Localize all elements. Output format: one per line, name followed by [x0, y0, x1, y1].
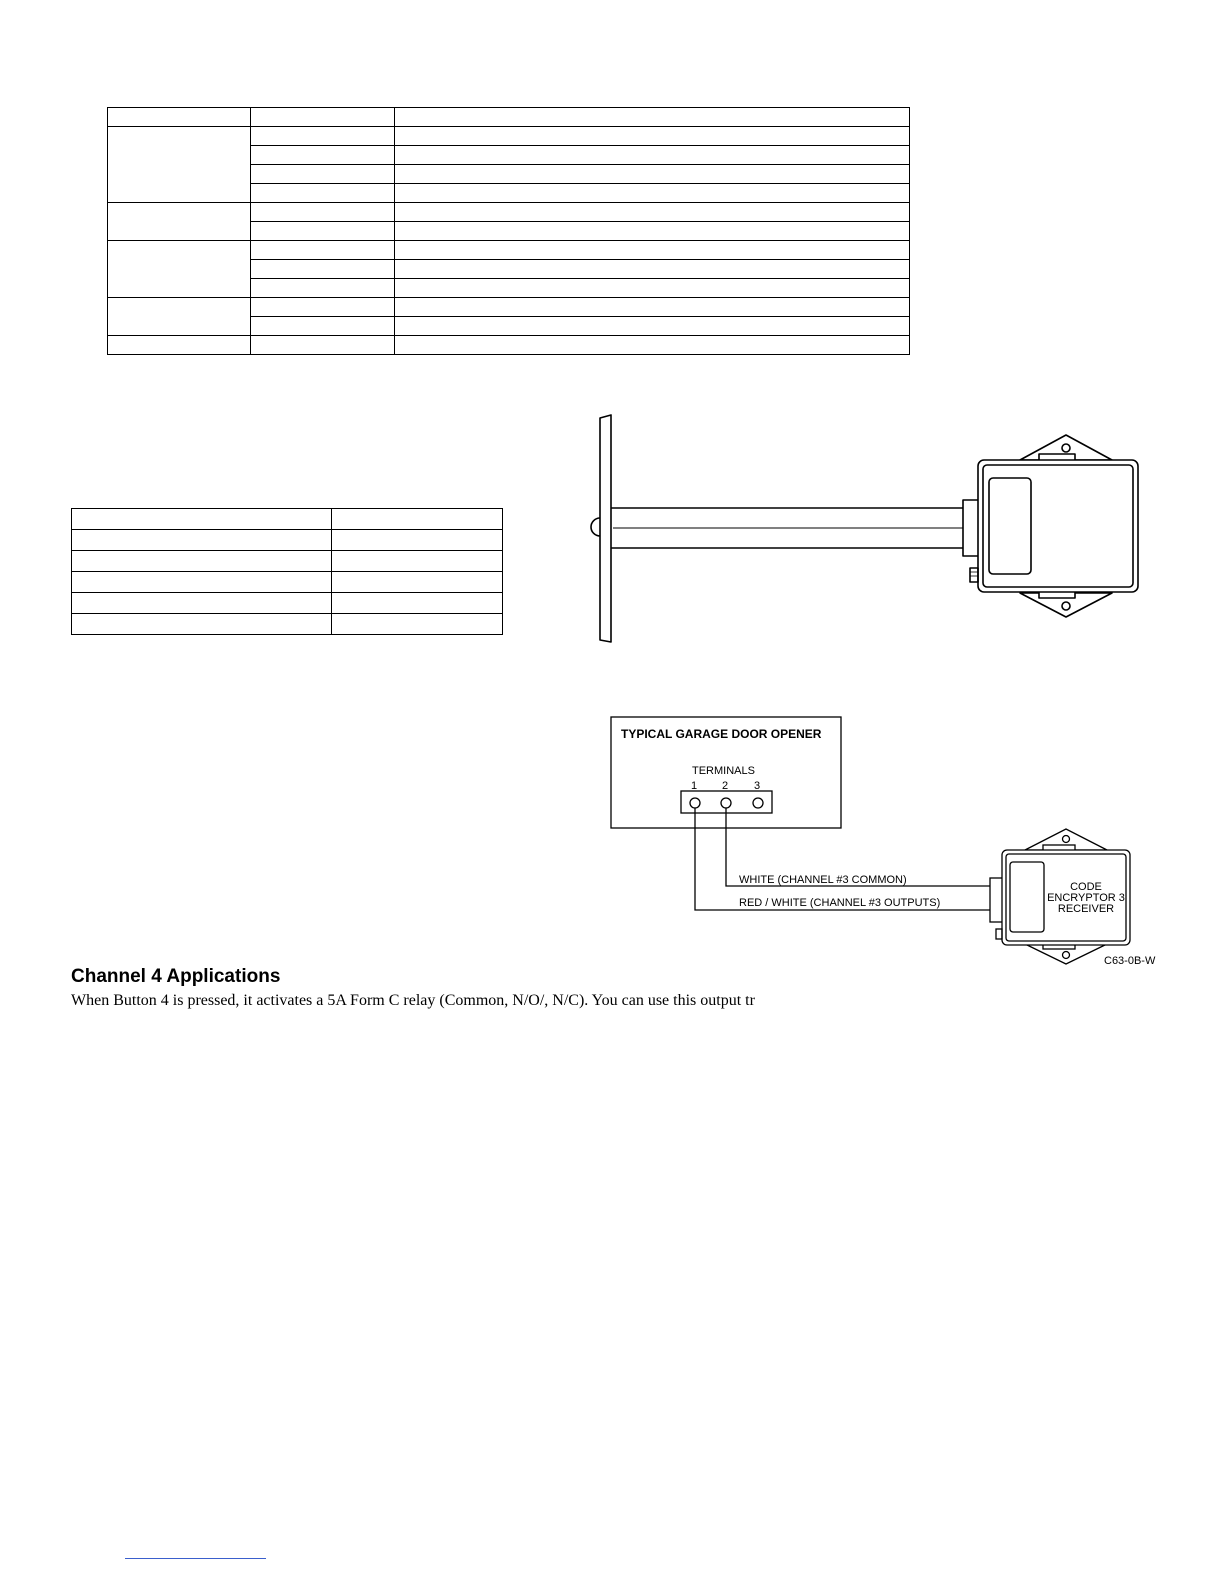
receiver-label-line-3: RECEIVER — [1057, 903, 1115, 915]
garage-door-wiring-diagram — [600, 705, 1156, 970]
terminal-number-3: 3 — [754, 780, 761, 792]
table-row — [108, 298, 910, 317]
body-paragraph: When Button 4 is pressed, it activates a 5A Form C relay (Common, N/O/, N/C). You can use this output tr — [71, 992, 755, 1009]
receiver-mount-illustration — [580, 410, 1150, 650]
table-row — [72, 551, 503, 572]
wire-common-label: WHITE (CHANNEL #3 COMMON) — [739, 874, 907, 886]
opener-title: TYPICAL GARAGE DOOR OPENER — [621, 727, 822, 741]
table-row — [108, 108, 910, 127]
small-table — [71, 508, 503, 635]
table-row — [72, 509, 503, 530]
terminals-label: TERMINALS — [692, 765, 755, 777]
terminal-number-1: 1 — [691, 780, 698, 792]
receiver-label-line-1: CODE — [1070, 881, 1102, 893]
terminal-number-2: 2 — [722, 780, 729, 792]
wiring-table — [107, 107, 910, 355]
table-row — [108, 203, 910, 222]
receiver-label-line-2: ENCRYPTOR 3 — [1047, 892, 1125, 904]
table-row — [72, 530, 503, 551]
table-row — [108, 127, 910, 146]
footnote-rule — [125, 1558, 266, 1559]
figure-id: C63-0B-W — [1104, 955, 1156, 967]
table-row — [72, 572, 503, 593]
table-row — [72, 614, 503, 635]
section-heading: Channel 4 Applications — [71, 966, 281, 987]
table-row — [108, 241, 910, 260]
table-row — [72, 593, 503, 614]
table-row — [108, 336, 910, 355]
wire-outputs-label: RED / WHITE (CHANNEL #3 OUTPUTS) — [739, 897, 941, 909]
